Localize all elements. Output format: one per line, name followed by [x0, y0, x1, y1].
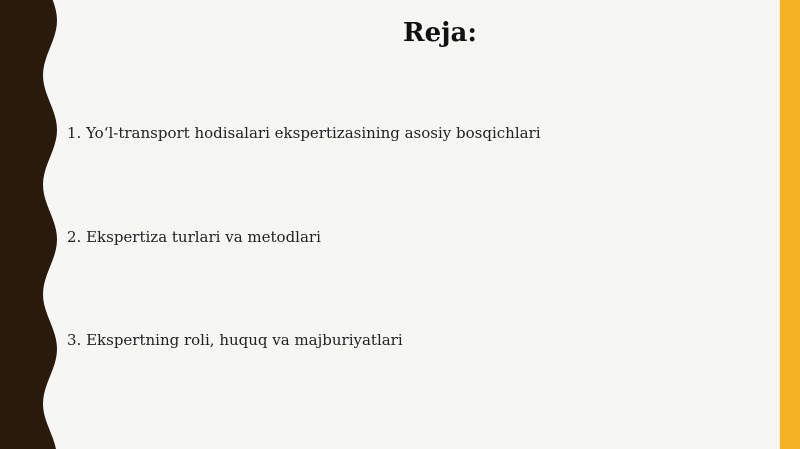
slide-title: Reja: [402, 18, 477, 48]
plan-item-1: 1. Yo‘l-transport hodisalari ekspertizasining asosiy bosqichlari [67, 124, 541, 142]
plan-item-3: 3. Ekspertning roli, huquq va majburiyatlari [67, 331, 403, 349]
plan-item-2: 2. Ekspertiza turlari va metodlari [67, 228, 321, 246]
accent-stripe [780, 0, 800, 449]
wavy-left-border [0, 0, 70, 449]
plan-list [67, 0, 767, 449]
